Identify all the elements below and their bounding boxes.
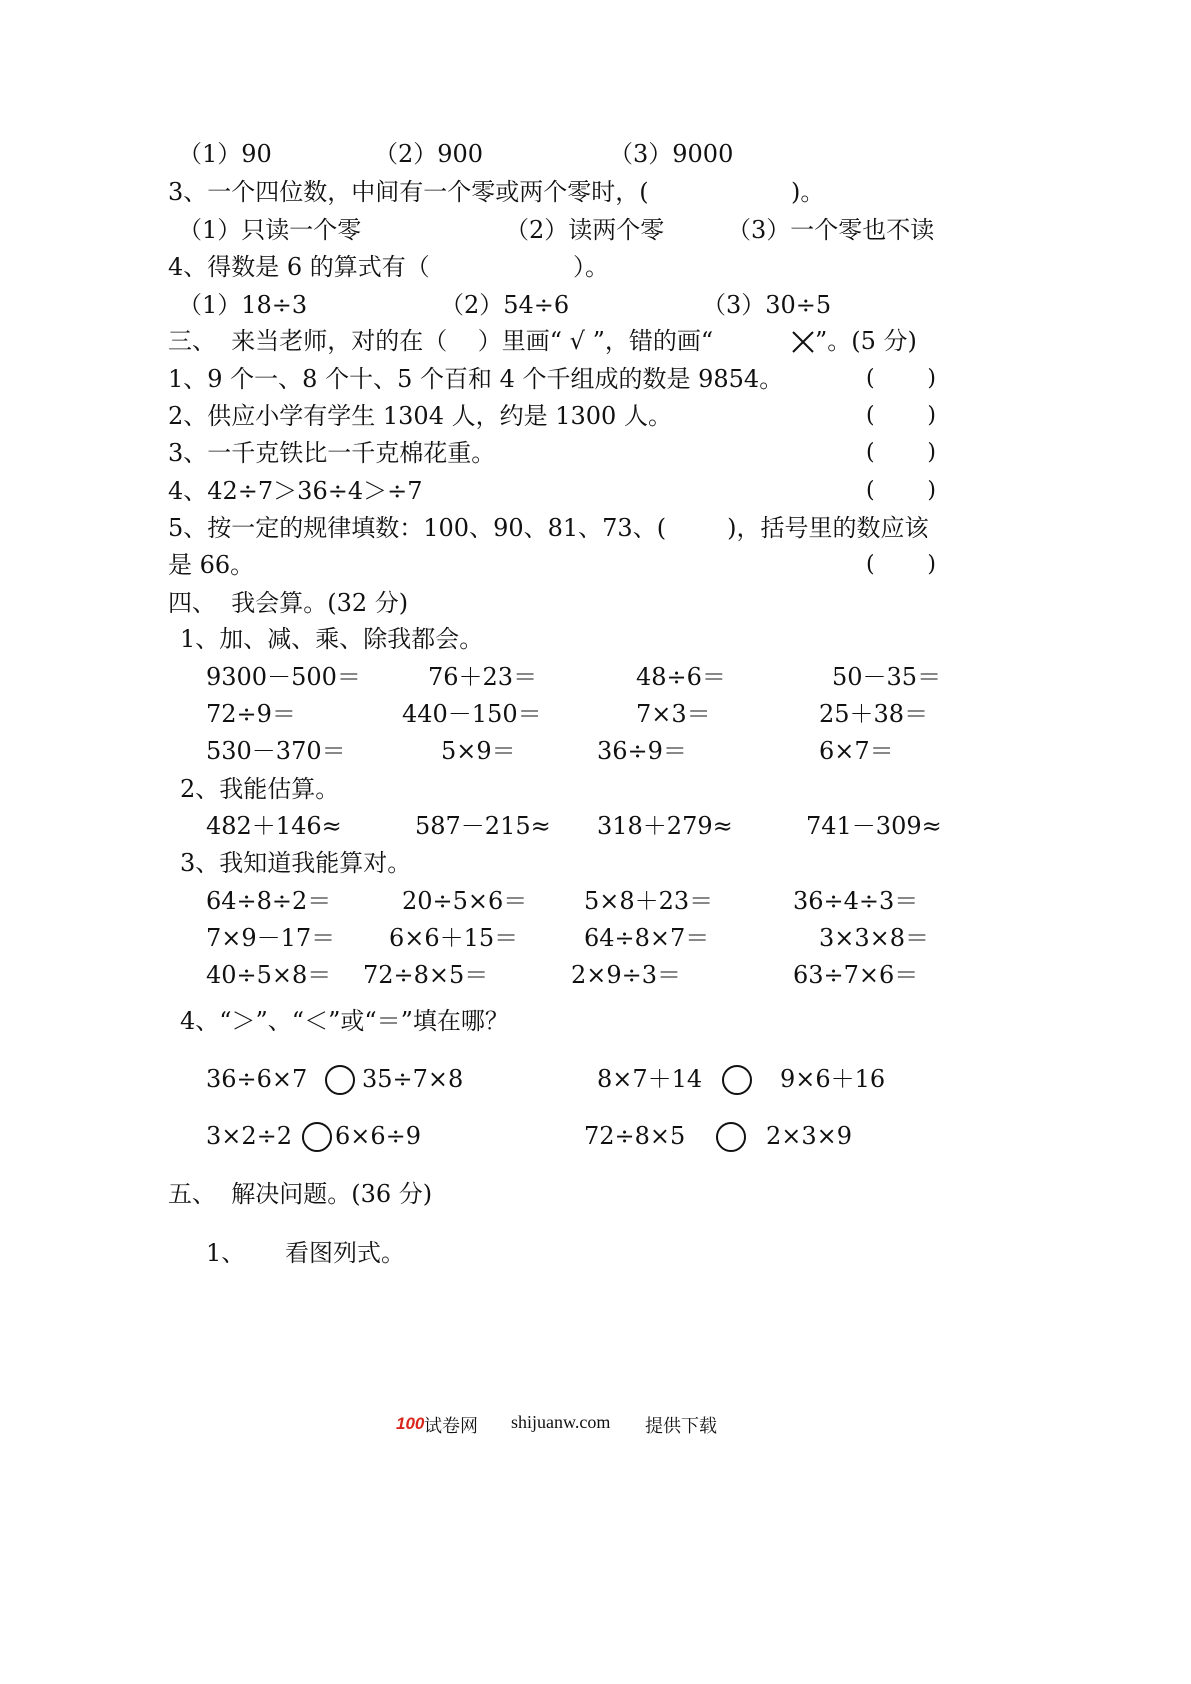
calc-item: 72÷9＝ [206, 700, 296, 728]
calc-item: 64÷8×7＝ [584, 924, 710, 952]
calc-item: 40÷5×8＝ [206, 961, 332, 989]
q2-option-1: （1）90 [178, 140, 272, 168]
calc-item: 5×9＝ [441, 737, 516, 765]
judge-item-5: 5、按一定的规律填数：100、90、81、73、( )，括号里的数应该 [168, 514, 929, 542]
answer-paren[interactable]: ( ) [866, 403, 936, 428]
q2-option-2: （2）900 [374, 140, 484, 168]
q3-stem: 3、一个四位数，中间有一个零或两个零时，( [168, 178, 649, 206]
q2-option-3: （3）9000 [609, 140, 734, 168]
compare-right: 6×6÷9 [335, 1122, 422, 1150]
footer-note: 提供下载 [645, 1416, 717, 1436]
q4-option-1: （1）18÷3 [178, 291, 308, 319]
footer-brand: 试卷网 [424, 1416, 478, 1436]
judge-item-1: 1、9 个一、8 个十、5 个百和 4 个千组成的数是 9854。 [168, 365, 784, 393]
calc-item: 36÷4÷3＝ [793, 887, 919, 915]
compare-circle[interactable] [722, 1065, 752, 1095]
calc-item: 530－370＝ [206, 737, 346, 765]
sub1-number: 1、 [206, 1239, 246, 1267]
answer-paren[interactable]: ( ) [866, 478, 936, 503]
calc-item: 64÷8÷2＝ [206, 887, 332, 915]
q3-option-1: （1）只读一个零 [178, 216, 362, 244]
calc-item: 5×8＋23＝ [584, 887, 714, 915]
compare-circle[interactable] [716, 1122, 746, 1152]
sub3-title: 3、我知道我能算对。 [180, 849, 412, 877]
judge-item-2: 2、供应小学有学生 1304 人，约是 1300 人。 [168, 402, 672, 430]
sub2-title: 2、我能估算。 [180, 775, 340, 803]
calc-item: 6×6＋15＝ [389, 924, 519, 952]
q3-stem-close: )。 [791, 178, 825, 206]
calc-item: 20÷5×6＝ [402, 887, 528, 915]
q4-option-3: （3）30÷5 [702, 291, 832, 319]
q4-stem: 4、得数是 6 的算式有（ [168, 253, 430, 281]
compare-right: 35÷7×8 [362, 1065, 464, 1093]
sub1-instruction: 看图列式。 [285, 1239, 405, 1267]
calc-item: 9300－500＝ [206, 663, 361, 691]
calc-item: 7×9－17＝ [206, 924, 336, 952]
calc-item: 63÷7×6＝ [793, 961, 919, 989]
q4-stem-close: ）。 [573, 253, 609, 281]
compare-right: 2×3×9 [766, 1122, 853, 1150]
logo: 100 [396, 1414, 425, 1433]
q3-option-2: （2）读两个零 [505, 216, 665, 244]
calc-item: 76＋23＝ [428, 663, 538, 691]
estimate-item: 482＋146≈ [206, 812, 342, 840]
compare-left: 8×7＋14 [597, 1065, 703, 1093]
compare-left: 72÷8×5 [584, 1122, 686, 1150]
calc-item: 50－35＝ [832, 663, 942, 691]
calc-item: 6×7＝ [819, 737, 894, 765]
judge-item-3: 3、一千克铁比一千克棉花重。 [168, 439, 496, 467]
calc-item: 2×9÷3＝ [571, 961, 682, 989]
section-5-title: 五、 解决问题。(36 分) [168, 1180, 433, 1208]
calc-item: 25＋38＝ [819, 700, 929, 728]
cross-mark-icon [791, 330, 815, 354]
q4-option-2: （2）54÷6 [440, 291, 570, 319]
compare-left: 3×2÷2 [206, 1122, 293, 1150]
compare-circle[interactable] [325, 1065, 355, 1095]
estimate-item: 318＋279≈ [597, 812, 733, 840]
judge-item-5-cont: 是 66。 [168, 551, 255, 579]
compare-right: 9×6＋16 [780, 1065, 886, 1093]
calc-item: 72÷8×5＝ [363, 961, 489, 989]
calc-item: 440－150＝ [402, 700, 542, 728]
compare-left: 36÷6×7 [206, 1065, 308, 1093]
estimate-item: 741－309≈ [806, 812, 942, 840]
sub4-title: 4、“＞”、“＜”或“＝”填在哪？ [180, 1007, 509, 1035]
section-3-title-end: ”。(5 分) [815, 327, 917, 355]
calc-item: 36÷9＝ [597, 737, 687, 765]
calc-item: 3×3×8＝ [819, 924, 930, 952]
section-4-title: 四、 我会算。(32 分) [168, 589, 409, 617]
compare-circle[interactable] [302, 1122, 332, 1152]
footer-site[interactable]: shijuanw.com [511, 1412, 611, 1432]
calc-item: 7×3＝ [636, 700, 711, 728]
judge-item-4: 4、42÷7＞36÷4＞÷7 [168, 477, 423, 505]
section-3-title: 三、 来当老师，对的在（ ）里画“ √ ”，错的画“ [168, 327, 714, 355]
q3-option-3: （3）一个零也不读 [727, 216, 935, 244]
calc-item: 48÷6＝ [636, 663, 726, 691]
answer-paren[interactable]: ( ) [866, 552, 936, 577]
estimate-item: 587－215≈ [415, 812, 551, 840]
sub1-title: 1、加、减、乘、除我都会。 [180, 625, 484, 653]
answer-paren[interactable]: ( ) [866, 440, 936, 465]
answer-paren[interactable]: ( ) [866, 366, 936, 391]
